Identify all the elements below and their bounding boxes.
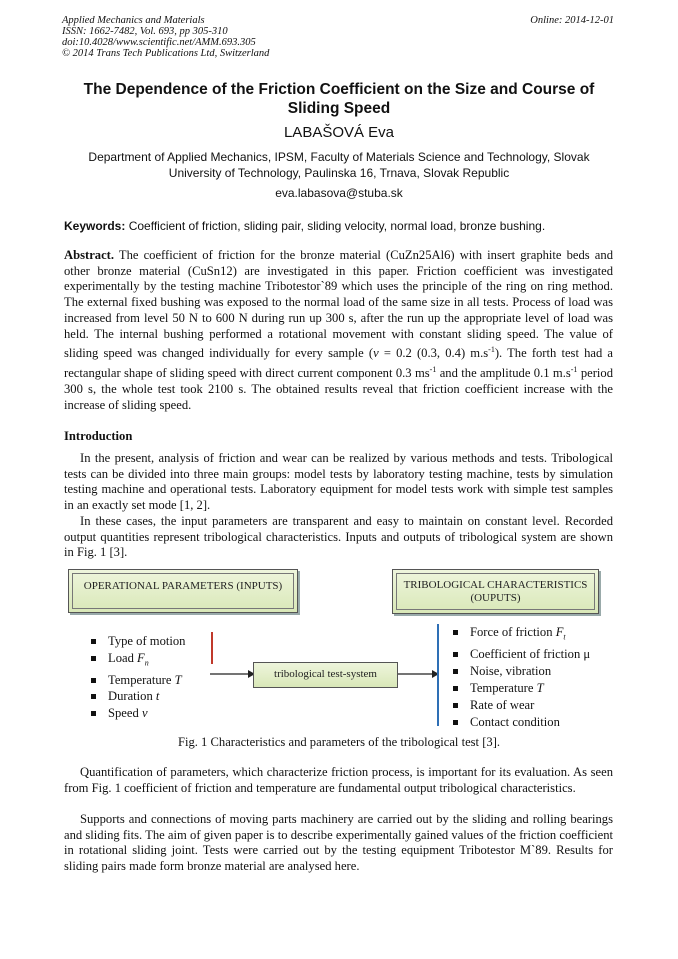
input-item: Speed v	[88, 705, 185, 722]
abstract-part5: period 300 s, the whole test took 2100 s. The obtained results reveal that friction coefficient increase with the increase of sliding speed.	[64, 366, 613, 412]
abstract-v-symbol: v	[373, 346, 379, 361]
figure-caption: Fig. 1 Characteristics and parameters of the tribological test [3].	[177, 735, 501, 749]
inputs-box	[68, 569, 298, 613]
keywords	[64, 219, 616, 233]
abstract-sup2: -1	[429, 365, 437, 375]
doi: doi:10.4028/www.scientific.net/AMM.693.305	[62, 37, 256, 48]
output-item: Noise, vibration	[450, 663, 590, 680]
issn: ISSN: 1662-7482, Vol. 693, pp 305-310	[62, 26, 228, 37]
outputs-list	[450, 624, 590, 731]
output-divider-line	[437, 624, 439, 726]
output-item: Coefficient of friction μ	[450, 646, 590, 663]
journal-name: Applied Mechanics and Materials	[62, 15, 205, 26]
input-item: Duration t	[88, 688, 185, 705]
intro-paragraph-3: Quantification of parameters, which characterize friction process, is important for its evaluation. As seen from Fig. 1 coefficient of friction and temperature are fundamental output tribological characteristics.	[64, 765, 613, 795]
keywords-text: Coefficient of friction, sliding pair, sliding velocity, normal load, bronze bushing.	[128, 219, 546, 233]
test-system-box	[253, 662, 398, 688]
abstract-part2: = 0.2 (0.3, 0.4) m.s	[378, 346, 489, 361]
abstract-part4: and the amplitude 0.1 m.s	[436, 366, 571, 381]
intro-paragraph-2: In these cases, the input parameters are transparent and easy to maintain on constant level. Recorded output quantities represent tribological characteristics. Inputs and outputs of tribological system are shown in Fig. 1 [3].	[64, 514, 613, 560]
paper-title: The Dependence of the Friction Coefficient on the Size and Course of Sliding Speed	[83, 81, 595, 117]
output-item: Contact condition	[450, 714, 590, 731]
abstract-label: Abstract.	[64, 248, 115, 262]
online-date: Online: 2014-12-01	[530, 15, 614, 26]
affiliation: Department of Applied Mechanics, IPSM, Faculty of Materials Science and Technology, Slovak University of Technology, Paulinska 16, Trnava, Slovak Republic	[88, 150, 590, 180]
inputs-list	[88, 633, 185, 721]
intro-paragraph-4: Supports and connections of moving parts machinery are carried out by the sliding and rolling bearings and sliding fits. The aim of given paper is to describe experimentally gained values of the friction coefficient in rotational sliding joint. Tests were carried out by the testing equipment Tribotestor M`89. Results for sliding pairs made form bronze material are analysed here.	[64, 812, 613, 874]
author: LABAŠOVÁ Eva	[283, 124, 395, 141]
output-item: Temperature T	[450, 680, 590, 697]
abstract-part3: ). The forth test had a rectangular shape of sliding speed with direct current component 0.3 ms	[64, 346, 614, 381]
keywords-label: Keywords:	[64, 219, 126, 233]
input-item: Load $F_n$	[88, 650, 185, 672]
abstract-sup3: -1	[570, 365, 578, 375]
input-item: Type of motion	[88, 633, 185, 650]
test-system-label: tribological test-system	[274, 668, 377, 680]
output-item: Rate of wear	[450, 697, 590, 714]
intro-paragraph-1: In the present, analysis of friction and wear can be realized by various methods and tests. Tribological tests can be divided into three main groups: model tests by laboratory testing machine, tests by simulation testing machine and operational tests. Laboratory equipment for model tests work with simple test samples in an exactly set mode [1, 2].	[64, 451, 613, 513]
copyright: © 2014 Trans Tech Publications Ltd, Switzerland	[62, 48, 270, 59]
outputs-box	[392, 569, 599, 614]
outputs-box-label-line2: (OUPUTS)	[470, 592, 521, 604]
journal-header	[62, 15, 269, 59]
input-item: Temperature T	[88, 672, 185, 689]
introduction-heading: Introduction	[64, 429, 133, 443]
output-item: Force of friction $F_t$	[450, 624, 590, 646]
abstract	[64, 248, 613, 413]
outputs-box-label-line1: TRIBOLOGICAL CHARACTERISTICS	[403, 579, 588, 591]
author-email: eva.labasova@stuba.sk	[275, 186, 403, 200]
inputs-box-label: OPERATIONAL PARAMETERS (INPUTS)	[83, 580, 283, 592]
abstract-sup1: -1	[488, 345, 495, 355]
abstract-part1: The coefficient of friction for the bronze material (CuZn25Al6) with insert graphite beds and other bronze material (CuSn12) are investigated in this paper. Friction coefficient was investigated experimentally by the testing machine Tribotestor`89 which uses the principle of the ring on ring method. The external fixed bushing was exposed to the normal load of the same size in all tests. Process of load was increased from level 50 N to 600 N during run up 300 s, after the run up the appropriate level of load was held. The internal bushing performed a rotational movement with constant sliding speed. The value of sliding speed was changed individually for every sample (	[64, 248, 613, 361]
